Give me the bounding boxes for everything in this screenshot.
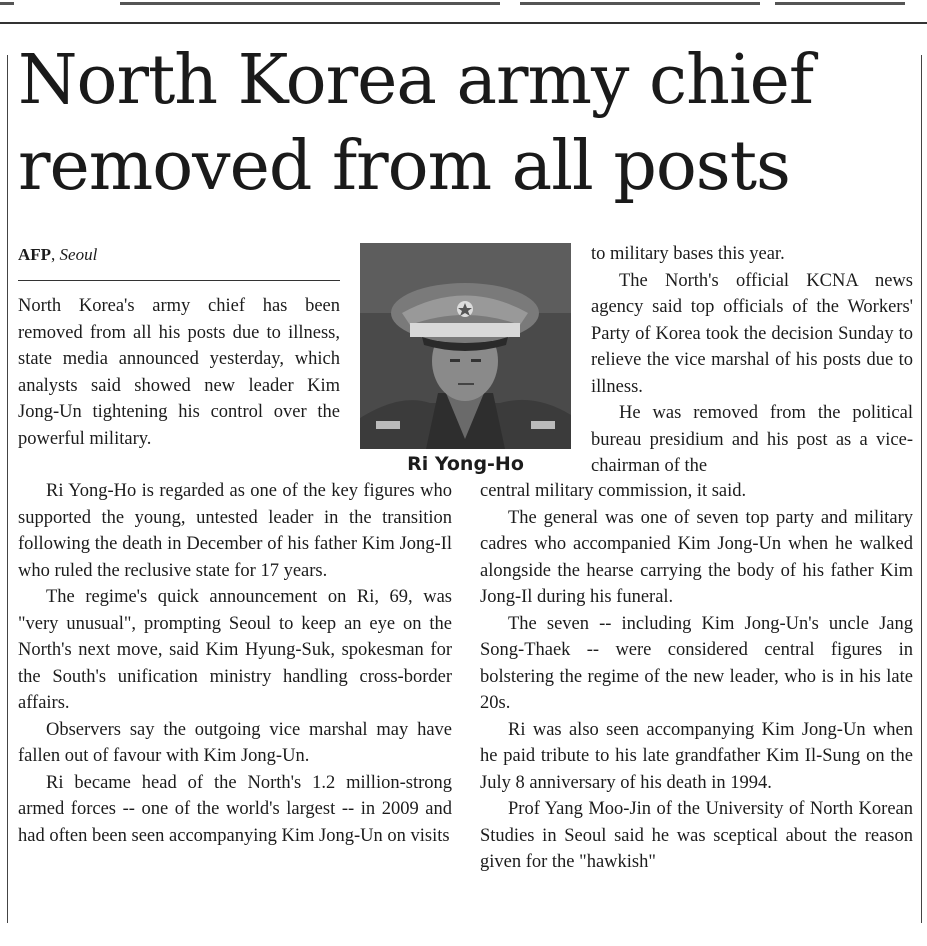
cropped-header-fragment [775, 2, 905, 5]
byline-agency: AFP [18, 245, 52, 264]
cropped-header-fragment [0, 2, 14, 5]
left-column-rule [7, 55, 8, 923]
article-paragraph: central military commission, it said. [480, 481, 747, 501]
headline [18, 38, 923, 210]
article-paragraph: Ri became head of the North's 1.2 million-strong armed forces -- one of the world's largest -- in 2009 and had often been seen accompanying Kim Jong-Un on visits [18, 772, 452, 846]
byline-place: Seoul [59, 245, 98, 264]
article-paragraph: The general was one of seven top party and military cadres who accompanied Kim Jong-Un when he walked alongside the hearse carrying the body of his father Kim Jong-Il during his funeral. [480, 507, 913, 607]
byline: AFP, Seoul [18, 245, 98, 264]
article-paragraph: Observers say the outgoing vice marshal may have fallen out of favour with Kim Jong-Un. [18, 719, 452, 766]
left-main-column [18, 478, 452, 849]
headline-line-2: removed from all posts [18, 127, 790, 206]
right-upper-column [591, 241, 913, 480]
article-paragraph: He was removed from the political bureau presidium and his post as a vice-chairman of the [591, 403, 913, 476]
lead-paragraph-column [18, 293, 340, 452]
portrait-photo [360, 243, 571, 449]
headline-line-1: North Korea army chief [18, 41, 814, 120]
article-paragraph: Ri Yong-Ho is regarded as one of the key figures who supported the young, untested leader in the transition following the death in December of his father Kim Jong-Il who ruled the reclusive state for 17 years. [18, 481, 452, 581]
portrait-illustration [360, 243, 571, 449]
top-rule [0, 22, 927, 24]
article-paragraph: The North's official KCNA news agency said top officials of the Workers' Party of Korea took the decision Sunday to relieve the vice marshal of his posts due to illness. [591, 270, 913, 397]
right-main-column [480, 478, 913, 876]
article-paragraph: to military bases this year. [591, 244, 785, 264]
article-paragraph: Ri was also seen accompanying Kim Jong-Un when he paid tribute to his late grandfather Kim Il-Sung on the July 8 anniversary of his death in 1994. [480, 719, 913, 793]
cropped-header-fragment [120, 2, 500, 5]
byline-rule [18, 280, 340, 281]
article-paragraph: The seven -- including Kim Jong-Un's uncle Jang Song-Thaek -- were considered central figures in bolstering the regime of the new leader, who is in his late 20s. [480, 613, 913, 713]
photo-caption: Ri Yong-Ho [407, 453, 524, 475]
article-paragraph: Prof Yang Moo-Jin of the University of North Korean Studies in Seoul said he was sceptical about the reason given for the "hawkish" [480, 799, 913, 872]
cropped-header-fragment [520, 2, 760, 5]
article-paragraph: North Korea's army chief has been removed from all his posts due to illness, state media announced yesterday, which analysts said showed new leader Kim Jong-Un tightening his control over the powerful military. [18, 296, 340, 449]
article-paragraph: The regime's quick announcement on Ri, 69, was "very unusual", prompting Seoul to keep an eye on the North's next move, said Kim Hyung-Suk, spokesman for the South's unification ministry handling cross-border affairs. [18, 587, 452, 713]
